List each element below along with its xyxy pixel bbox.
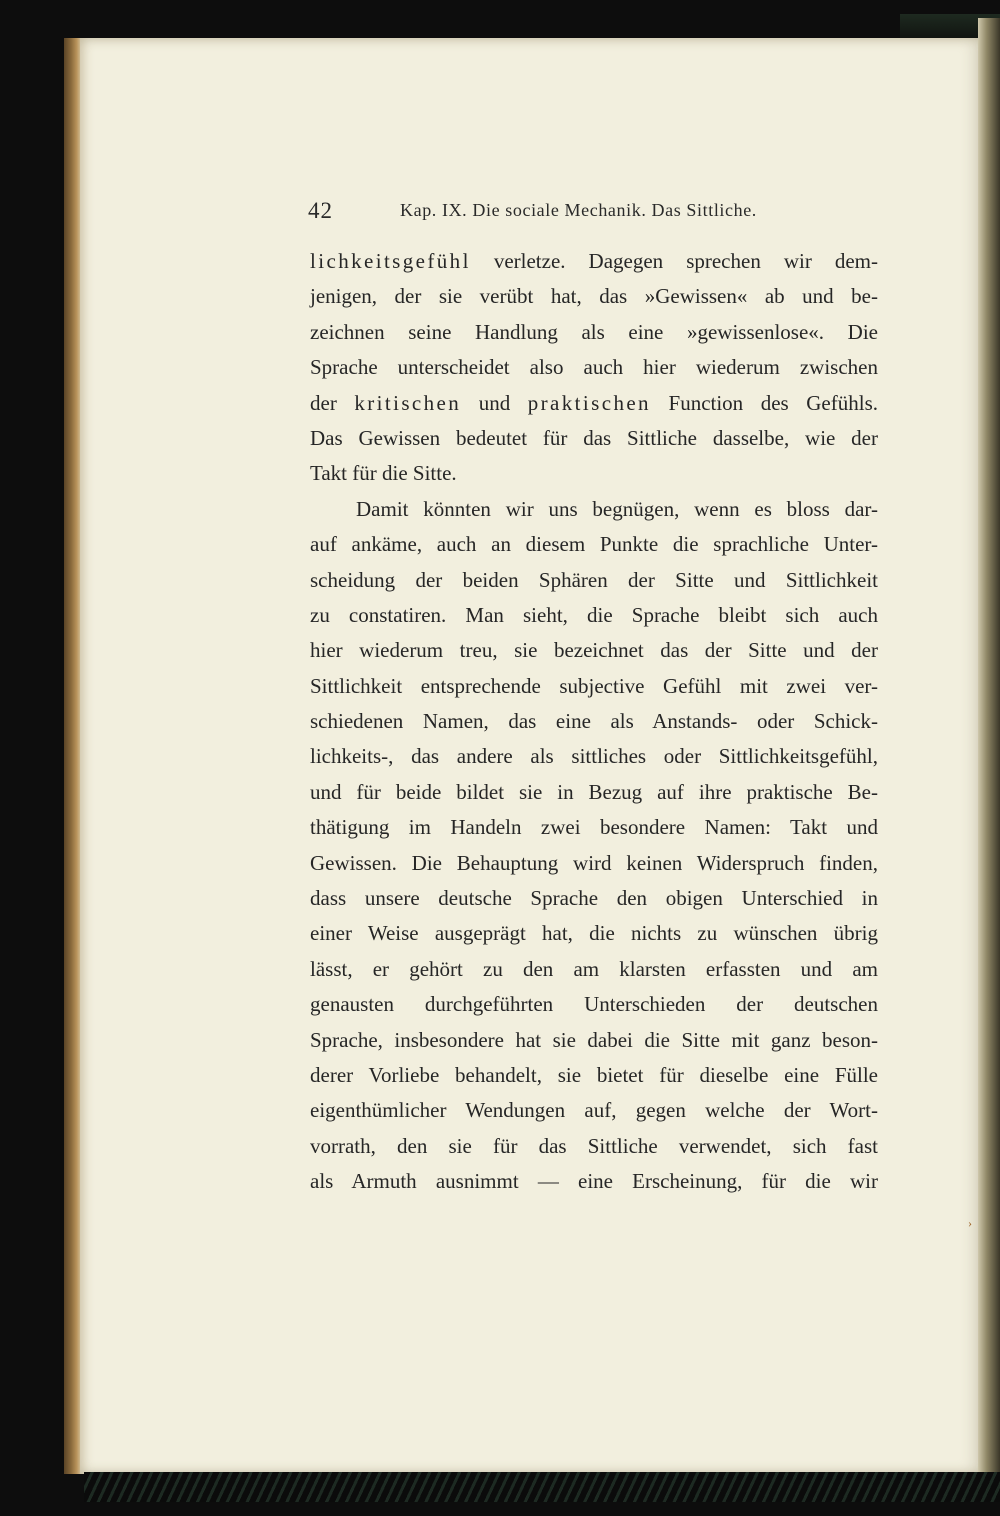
text-run: der bbox=[310, 390, 355, 415]
text-run: Sprache, insbesondere hat sie dabei die Sitte mit ganz beson- bbox=[310, 1027, 878, 1052]
text-run: vorrath, den sie für das Sittliche verwendet, sich fast bbox=[310, 1133, 878, 1158]
text-line bbox=[310, 563, 878, 598]
text-line bbox=[310, 244, 878, 279]
text-run: zeichnen seine Handlung als eine »gewissenlose«. Die bbox=[310, 319, 878, 344]
text-run: einer Weise ausgeprägt hat, die nichts zu wünschen übrig bbox=[310, 921, 878, 946]
text-line bbox=[310, 810, 878, 845]
text-run: und für beide bildet sie in Bezug auf ihre praktische Be- bbox=[310, 779, 878, 804]
page-header bbox=[308, 196, 868, 232]
text-line bbox=[310, 739, 878, 774]
text-line bbox=[310, 704, 878, 739]
margin-mark: › bbox=[968, 1216, 972, 1230]
text-line bbox=[310, 1129, 878, 1164]
text-run: Function des Gefühls. bbox=[650, 390, 878, 415]
text-run: derer Vorliebe behandelt, sie bietet für dieselbe eine Fülle bbox=[310, 1062, 878, 1087]
text-line bbox=[310, 916, 878, 951]
text-line bbox=[310, 1093, 878, 1128]
text-line bbox=[310, 492, 878, 527]
text-run: Takt für die Sitte. bbox=[310, 461, 457, 486]
text-line bbox=[310, 421, 878, 456]
text-run: lässt, er gehört zu den am klarsten erfassten und am bbox=[310, 956, 878, 981]
text-run: Sprache unterscheidet also auch hier wiederum zwischen bbox=[310, 355, 878, 380]
text-run: verletze. Dagegen sprechen wir dem- bbox=[470, 249, 878, 273]
text-line bbox=[310, 633, 878, 668]
spaced-word: praktischen bbox=[527, 390, 651, 415]
text-line bbox=[310, 1164, 878, 1199]
text-line bbox=[310, 527, 878, 562]
text-run: schiedenen Namen, das eine als Anstands- oder Schick- bbox=[310, 709, 878, 734]
body-text bbox=[310, 244, 878, 1200]
text-run: Gewissen. Die Behauptung wird keinen Widerspruch finden, bbox=[310, 850, 878, 875]
text-line bbox=[310, 881, 878, 916]
text-run: zu constatiren. Man sieht, die Sprache bleibt sich auch bbox=[310, 602, 878, 627]
text-line bbox=[310, 315, 878, 350]
text-run: jenigen, der sie verübt hat, das »Gewissen« ab und be- bbox=[310, 284, 878, 309]
text-run: thätigung im Handeln zwei besondere Namen: Takt und bbox=[310, 815, 878, 840]
scan-background-bottom bbox=[84, 1472, 1000, 1502]
text-line bbox=[310, 350, 878, 385]
text-run: auf ankäme, auch an diesem Punkte die sprachliche Unter- bbox=[310, 532, 878, 557]
text-run: Damit könnten wir uns begnügen, wenn es bloss dar- bbox=[356, 496, 878, 521]
spaced-word: kritischen bbox=[354, 390, 462, 415]
text-run: scheidung der beiden Sphären der Sitte und Sittlichkeit bbox=[310, 567, 878, 592]
page-right-edge bbox=[978, 18, 1000, 1498]
text-run: dass unsere deutsche Sprache den obigen Unterschied in bbox=[310, 886, 878, 911]
text-line bbox=[310, 386, 878, 421]
spaced-word: lichkeitsgefühl bbox=[310, 249, 471, 273]
text-run: hier wiederum treu, sie bezeichnet das der Sitte und der bbox=[310, 638, 878, 663]
text-run: als Armuth ausnimmt — eine Erscheinung, für die wir bbox=[310, 1169, 878, 1194]
text-run: Sittlichkeit entsprechende subjective Gefühl mit zwei ver- bbox=[310, 673, 878, 698]
text-line bbox=[310, 952, 878, 987]
running-head: Kap. IX. Die sociale Mechanik. Das Sittliche. bbox=[400, 200, 757, 220]
page-number: 42 bbox=[308, 198, 333, 223]
text-line bbox=[310, 987, 878, 1022]
text-line bbox=[310, 669, 878, 704]
text-run: lichkeits-, das andere als sittliches oder Sittlichkeitsgefühl, bbox=[310, 744, 878, 769]
text-line bbox=[310, 1058, 878, 1093]
text-line bbox=[310, 775, 878, 810]
text-line bbox=[310, 846, 878, 881]
text-run: Das Gewissen bedeutet für das Sittliche dasselbe, wie der bbox=[310, 425, 878, 450]
text-run: und bbox=[461, 390, 528, 415]
text-line bbox=[310, 456, 878, 491]
text-line bbox=[310, 279, 878, 314]
text-run: genausten durchgeführten Unterschieden der deutschen bbox=[310, 992, 878, 1017]
text-line bbox=[310, 598, 878, 633]
text-line bbox=[310, 1023, 878, 1058]
text-run: eigenthümlicher Wendungen auf, gegen welche der Wort- bbox=[310, 1098, 878, 1123]
